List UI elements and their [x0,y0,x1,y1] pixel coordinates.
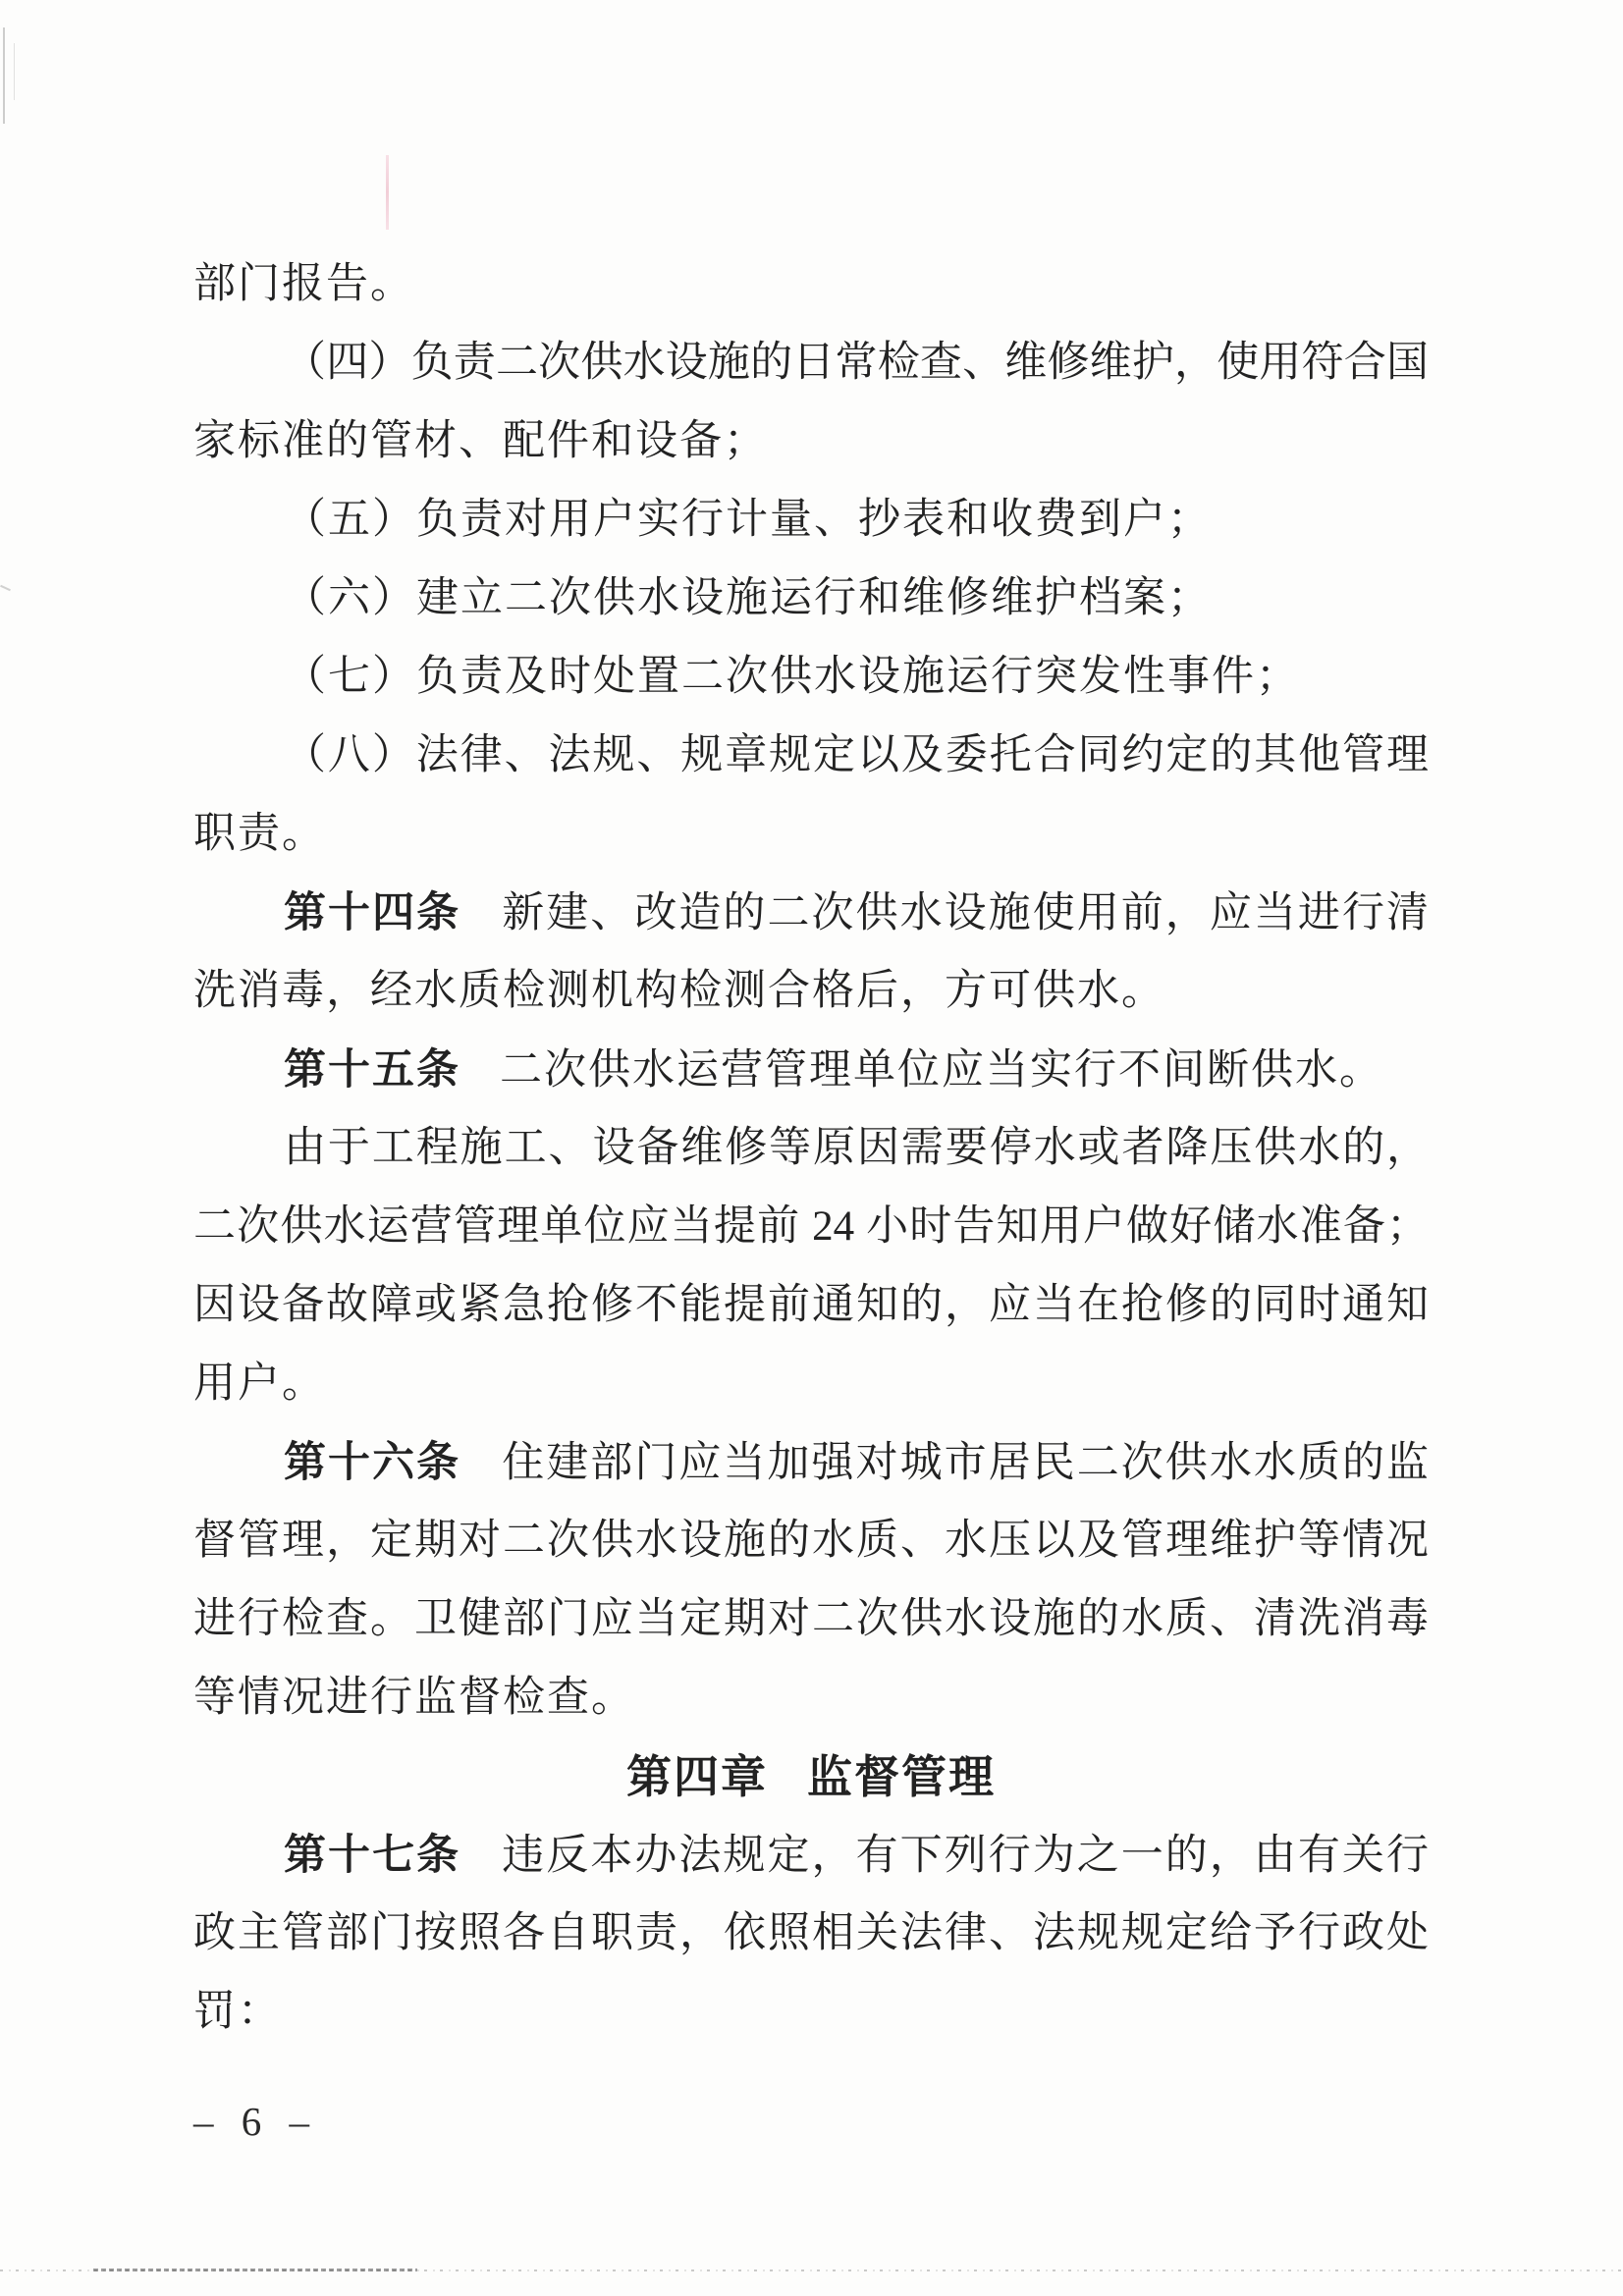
body-line [193,324,1429,402]
body-line [193,1423,1429,1502]
body-line [193,874,1429,952]
line-text: 部门报告。 [193,261,414,307]
body-line [193,1266,1429,1345]
body-line [193,1816,1429,1895]
page-number: – 6 – [193,2099,318,2144]
line-text: （七）负责及时处置二次供水设施运行突发性事件； [284,654,1300,700]
document-body [193,245,1429,2052]
body-line [193,1031,1429,1109]
body-line [193,952,1429,1031]
chapter-number: 第四章 [626,1751,768,1802]
line-text: 职责。 [193,811,326,857]
line-text: （四）负责二次供水设施的日常检查、维修维护，使用符合国 [284,340,1429,386]
line-text: 违反本办法规定，有下列行为之一的，由有关行 [500,1833,1430,1879]
scan-pink-line-artifact [386,155,389,230]
chapter-heading [193,1737,1429,1816]
line-text: 洗消毒，经水质检测机构检测合格后，方可供水。 [193,968,1165,1014]
line-text: 用户。 [193,1361,326,1407]
article-number: 第十六条 [284,1439,461,1486]
body-line [193,1659,1429,1737]
line-text: 二次供水运营管理单位应当提前 24 小时告知用户做好储水准备； [193,1203,1429,1250]
body-line [193,1345,1429,1423]
body-line [193,245,1429,324]
line-text: 等情况进行监督检查。 [193,1675,635,1721]
body-line [193,1580,1429,1659]
line-text: 由于工程施工、设备维修等原因需要停水或者降压供水的， [284,1125,1429,1171]
line-text: 二次供水运营管理单位应当实行不间断供水。 [500,1047,1383,1094]
scan-edge-artifact [3,27,5,124]
line-text: 因设备故障或紧急抢修不能提前通知的，应当在抢修的同时通知 [193,1282,1429,1328]
line-text: （六）建立二次供水设施运行和维修维护档案； [284,575,1212,621]
scan-edge-artifact [14,43,15,100]
line-text: 进行检查。卫健部门应当定期对二次供水设施的水质、清洗消毒 [193,1596,1429,1642]
line-text: 住建部门应当加强对城市居民二次供水水质的监 [500,1440,1430,1486]
body-line [193,1109,1429,1188]
line-text: 督管理，定期对二次供水设施的水质、水压以及管理维护等情况 [193,1518,1429,1564]
line-text: 监督管理 [807,1751,996,1802]
article-number: 第十四条 [284,889,461,936]
scan-bottom-speckle-line-dark [93,2269,417,2271]
body-line [193,638,1429,717]
body-line [193,717,1429,795]
line-text: 家标准的管材、配件和设备； [193,418,768,464]
body-line [193,1188,1429,1266]
article-number: 第十七条 [284,1832,461,1879]
line-text: （五）负责对用户实行计量、抄表和收费到户； [284,497,1212,543]
line-text: 政主管部门按照各自职责，依照相关法律、法规规定给予行政处 [193,1910,1429,1956]
article-number: 第十五条 [284,1046,460,1094]
body-line [193,402,1429,481]
body-line [193,1895,1429,1973]
line-text: （八）法律、法规、规章规定以及委托合同约定的其他管理 [284,732,1429,778]
line-text: 罚： [193,1989,282,2035]
scan-edge-artifact [0,585,11,591]
body-line [193,560,1429,638]
body-line [193,795,1429,874]
body-line [193,1973,1429,2052]
body-line [193,481,1429,560]
line-text: 新建、改造的二次供水设施使用前，应当进行清 [500,890,1430,936]
body-line [193,1502,1429,1580]
scan-bottom-speckle-line [0,2269,1623,2271]
